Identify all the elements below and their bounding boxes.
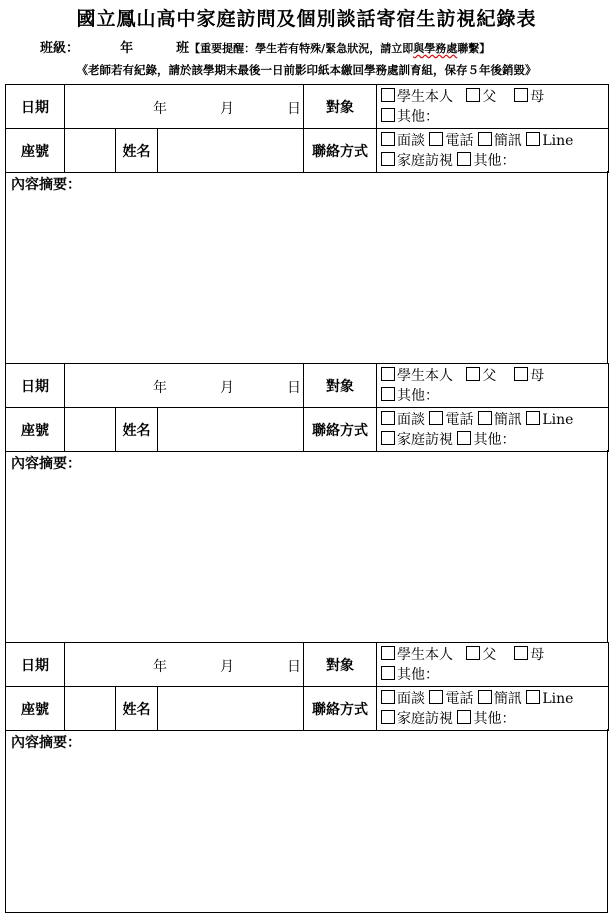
checkbox[interactable] (429, 411, 443, 425)
contact-label: 聯絡方式 (304, 687, 377, 731)
contact-option-phone[interactable]: 電話 (429, 131, 473, 151)
target-option-student[interactable]: 學生本人 (381, 87, 453, 107)
target-option-mother[interactable]: 母 (514, 87, 544, 107)
target-option-other[interactable]: 其他： (381, 107, 439, 127)
contact-option-other[interactable]: 其他： (457, 151, 515, 171)
target-option-mother[interactable]: 母 (514, 645, 544, 665)
checkbox[interactable] (381, 88, 395, 102)
summary-label: 內容摘要： (11, 735, 81, 751)
summary-label: 內容摘要： (11, 177, 81, 193)
class-label: 班級： (40, 41, 80, 56)
checkbox[interactable] (466, 367, 480, 381)
contact-options (377, 687, 609, 731)
record-table (5, 642, 609, 731)
contact-option-face[interactable]: 面談 (381, 131, 425, 151)
year-char: 年 (153, 380, 167, 396)
contact-option-phone[interactable]: 電話 (429, 689, 473, 709)
date-label: 日期 (6, 364, 65, 408)
contact-options (377, 129, 609, 173)
target-options (377, 364, 609, 408)
checkbox[interactable] (478, 132, 492, 146)
target-option-student[interactable]: 學生本人 (381, 366, 453, 386)
target-option-mother[interactable]: 母 (514, 366, 544, 386)
date-field[interactable] (65, 85, 304, 129)
checkbox[interactable] (457, 710, 471, 724)
summary-area[interactable] (5, 450, 608, 643)
target-option-student[interactable]: 學生本人 (381, 645, 453, 665)
document-title: 國立鳳山高中家庭訪問及個別談話寄宿生訪視紀錄表 (76, 8, 537, 30)
contact-option-other[interactable]: 其他： (457, 430, 515, 450)
name-label: 姓名 (116, 129, 158, 173)
checkbox[interactable] (526, 411, 540, 425)
checkbox[interactable] (429, 690, 443, 704)
retention-notice: 《老師若有紀錄，請於該學期末最後一日前影印紙本繳回學務處訓育組，保存５年後銷毀》 (76, 63, 537, 77)
day-char: 日 (287, 101, 301, 117)
contact-option-sms[interactable]: 簡訊 (478, 689, 522, 709)
target-options (377, 643, 609, 687)
month-char: 月 (220, 659, 234, 675)
checkbox[interactable] (526, 690, 540, 704)
seat-label: 座號 (6, 408, 65, 452)
contact-option-home-visit[interactable]: 家庭訪視 (381, 709, 453, 729)
checkbox[interactable] (381, 132, 395, 146)
seat-label: 座號 (6, 687, 65, 731)
name-field[interactable] (158, 408, 304, 452)
checkbox[interactable] (381, 431, 395, 445)
checkbox[interactable] (457, 431, 471, 445)
checkbox[interactable] (381, 646, 395, 660)
target-options (377, 85, 609, 129)
name-field[interactable] (158, 687, 304, 731)
date-field[interactable] (65, 364, 304, 408)
checkbox[interactable] (381, 152, 395, 166)
checkbox[interactable] (381, 387, 395, 401)
checkbox[interactable] (466, 646, 480, 660)
checkbox[interactable] (478, 411, 492, 425)
date-label: 日期 (6, 85, 65, 129)
contact-option-home-visit[interactable]: 家庭訪視 (381, 430, 453, 450)
contact-label: 聯絡方式 (304, 129, 377, 173)
contact-option-face[interactable]: 面談 (381, 410, 425, 430)
contact-option-home-visit[interactable]: 家庭訪視 (381, 151, 453, 171)
target-label: 對象 (304, 364, 377, 408)
checkbox[interactable] (514, 367, 528, 381)
seat-field[interactable] (65, 408, 116, 452)
day-char: 日 (287, 380, 301, 396)
contact-option-other[interactable]: 其他： (457, 709, 515, 729)
checkbox[interactable] (381, 690, 395, 704)
class-line (40, 37, 610, 56)
year-char: 年 (120, 41, 134, 56)
month-char: 月 (220, 380, 234, 396)
checkbox[interactable] (466, 88, 480, 102)
seat-label: 座號 (6, 129, 65, 173)
contact-option-sms[interactable]: 簡訊 (478, 131, 522, 151)
date-field[interactable] (65, 643, 304, 687)
summary-label: 內容摘要： (11, 456, 81, 472)
record-table (5, 84, 609, 173)
checkbox[interactable] (514, 88, 528, 102)
checkbox[interactable] (381, 108, 395, 122)
contact-label: 聯絡方式 (304, 408, 377, 452)
date-label: 日期 (6, 643, 65, 687)
record-table (5, 363, 609, 452)
seat-field[interactable] (65, 687, 116, 731)
target-label: 對象 (304, 85, 377, 129)
name-label: 姓名 (116, 687, 158, 731)
contact-option-sms[interactable]: 簡訊 (478, 410, 522, 430)
class-char: 班 (176, 41, 190, 56)
summary-area[interactable] (5, 171, 608, 364)
target-option-father[interactable]: 父 (466, 87, 496, 107)
month-char: 月 (220, 101, 234, 117)
target-option-other[interactable]: 其他： (381, 665, 439, 685)
checkbox[interactable] (381, 411, 395, 425)
contact-option-line[interactable]: Line (526, 689, 573, 709)
checkbox[interactable] (381, 666, 395, 680)
reminder-text: 【重要提醒：學生若有特殊/緊急狀況，請立即與學務處聯繫】 (189, 42, 491, 55)
day-char: 日 (287, 659, 301, 675)
contact-option-line[interactable]: Line (526, 131, 573, 151)
summary-area[interactable] (5, 729, 608, 913)
checkbox[interactable] (381, 367, 395, 381)
contact-option-face[interactable]: 面談 (381, 689, 425, 709)
seat-field[interactable] (65, 129, 116, 173)
checkbox[interactable] (514, 646, 528, 660)
contact-option-phone[interactable]: 電話 (429, 410, 473, 430)
year-char: 年 (153, 659, 167, 675)
target-option-father[interactable]: 父 (466, 645, 496, 665)
checkbox[interactable] (457, 152, 471, 166)
checkbox[interactable] (429, 132, 443, 146)
checkbox[interactable] (381, 710, 395, 724)
name-label: 姓名 (116, 408, 158, 452)
checkbox[interactable] (526, 132, 540, 146)
target-label: 對象 (304, 643, 377, 687)
contact-options (377, 408, 609, 452)
year-char: 年 (153, 101, 167, 117)
checkbox[interactable] (478, 690, 492, 704)
contact-option-line[interactable]: Line (526, 410, 573, 430)
target-option-father[interactable]: 父 (466, 366, 496, 386)
target-option-other[interactable]: 其他： (381, 386, 439, 406)
name-field[interactable] (158, 129, 304, 173)
